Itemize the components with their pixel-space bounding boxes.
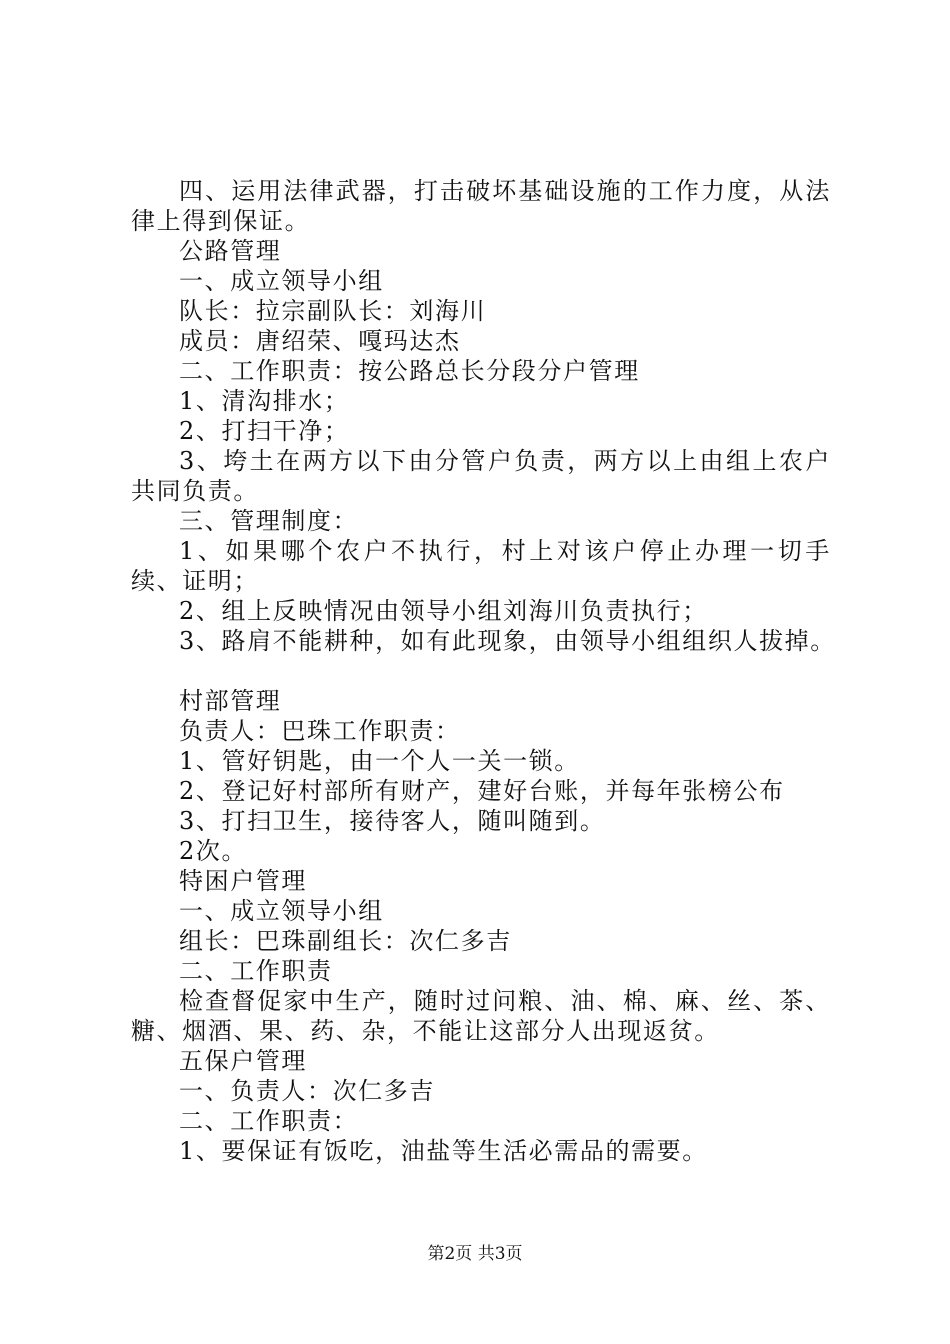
- road-item-rules: 三、管理制度：: [179, 507, 359, 535]
- paragraph-gap: [131, 656, 831, 686]
- heading-village-office: 村部管理: [179, 687, 282, 715]
- five-guarantee-responsible: 一、负责人：次仁多吉: [179, 1077, 435, 1105]
- village-office-responsible: 负责人：巴珠工作职责：: [179, 717, 461, 745]
- village-office-times: 2次。: [179, 837, 248, 865]
- heading-five-guarantee: 五保户管理: [179, 1047, 307, 1075]
- road-members: 成员：唐绍荣、嘎玛达杰: [179, 327, 461, 355]
- road-item-leading-group: 一、成立领导小组: [179, 267, 384, 295]
- five-guarantee-duty-1: 1、要保证有饭吃，油盐等生活必需品的需要。: [179, 1137, 708, 1165]
- road-rule-1: 1、如果哪个农户不执行，村上对该户停止办理一切手续、证明；: [131, 537, 831, 595]
- poor-item-duties: 二、工作职责: [179, 957, 333, 985]
- village-office-duty-3: 3、打扫卫生，接待客人，随叫随到。: [179, 807, 606, 835]
- paragraph-legal-measures: 四、运用法律武器，打击破坏基础设施的工作力度，从法律上得到保证。: [131, 177, 831, 235]
- page-number-footer: 第2页 共3页: [427, 1244, 523, 1264]
- road-duty-2: 2、打扫干净；: [179, 417, 350, 445]
- five-guarantee-item-duties: 二、工作职责：: [179, 1107, 359, 1135]
- road-rule-3: 3、路肩不能耕种，如有此现象，由领导小组组织人拔掉。: [179, 627, 836, 655]
- document-body: [131, 176, 836, 1166]
- road-captain: 队长：拉宗副队长：刘海川: [179, 297, 487, 325]
- village-office-duty-2: 2、登记好村部所有财产，建好台账，并每年张榜公布: [179, 777, 785, 805]
- road-duty-3: 3、垮土在两方以下由分管户负责，两方以上由组上农户共同负责。: [131, 447, 831, 505]
- road-rule-2: 2、组上反映情况由领导小组刘海川负责执行；: [179, 597, 708, 625]
- poor-duty-text: 检查督促家中生产，随时过问粮、油、棉、麻、丝、茶、糖、烟酒、果、药、杂，不能让这部分人出现返贫。: [131, 987, 831, 1045]
- poor-group-leader: 组长：巴珠副组长：次仁多吉: [179, 927, 512, 955]
- poor-item-leading-group: 一、成立领导小组: [179, 897, 384, 925]
- heading-poor-households: 特困户管理: [179, 867, 307, 895]
- road-duty-1: 1、清沟排水；: [179, 387, 350, 415]
- village-office-duty-1: 1、管好钥匙，由一个人一关一锁。: [179, 747, 580, 775]
- road-item-duties: 二、工作职责：按公路总长分段分户管理: [179, 357, 640, 385]
- heading-road-management: 公路管理: [179, 237, 282, 265]
